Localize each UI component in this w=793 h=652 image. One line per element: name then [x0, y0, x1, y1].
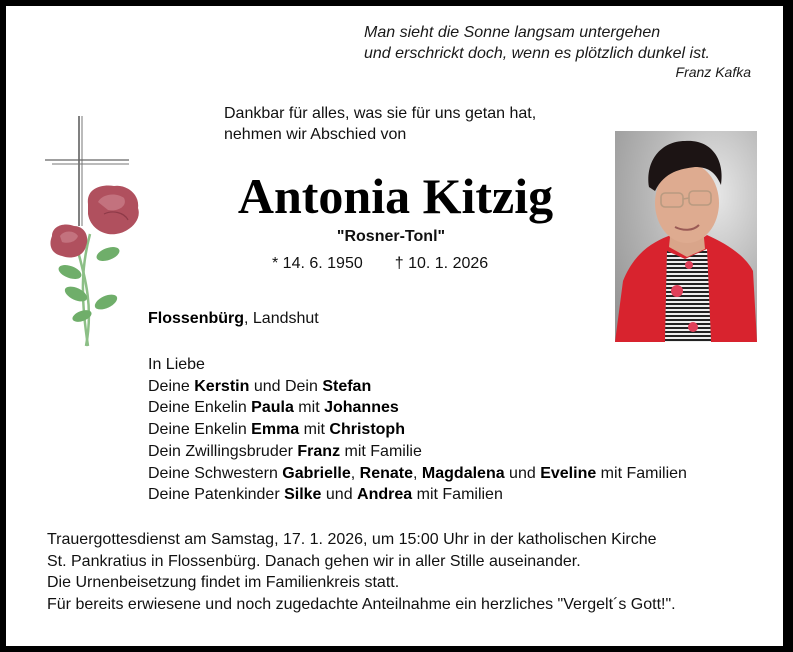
family-text: und: [321, 486, 358, 504]
deceased-nickname: "Rosner-Tonl": [336, 228, 446, 245]
town-name: Flossenbürg: [148, 310, 245, 327]
family-line: [148, 484, 687, 506]
family-member-name: Kerstin: [194, 377, 250, 395]
service-line-4: Für bereits erwiesene und noch zugedachte Anteilnahme ein herzliches "Vergelt´s Gott!".: [47, 595, 676, 613]
obituary-card: [6, 6, 783, 646]
family-line: [148, 463, 687, 485]
family-list: [148, 354, 687, 506]
family-member-name: Magdalena: [421, 464, 505, 482]
place-of-residence: [148, 310, 319, 328]
family-member-name: Silke: [284, 486, 322, 504]
family-line: [148, 419, 687, 441]
family-text: Deine: [148, 377, 195, 395]
family-member-name: Christoph: [329, 421, 405, 439]
family-member-name: Eveline: [540, 464, 597, 482]
family-member-name: Gabrielle: [282, 464, 351, 482]
intro-text: [224, 103, 536, 145]
death-date: † 10. 1. 2026: [394, 255, 489, 272]
family-text: Deine Enkelin: [148, 421, 252, 439]
service-info: [47, 529, 676, 615]
service-line-1: Trauergottesdienst am Samstag, 17. 1. 2026, um 15:00 Uhr in der katholischen Kirche: [47, 531, 657, 548]
intro-line-2: nehmen wir Abschied von: [224, 126, 407, 143]
family-text: ,: [350, 464, 360, 482]
family-text: mit: [293, 399, 325, 417]
quote-line-2: und erschrickt doch, wenn es plötzlich dunkel ist.: [364, 45, 710, 62]
family-opening: In Liebe: [148, 356, 205, 373]
family-lines: [148, 376, 687, 506]
family-member-name: Renate: [359, 464, 414, 482]
family-text: mit: [299, 421, 330, 439]
quote: [364, 22, 710, 64]
deceased-name-text: Antonia Kitzig: [237, 168, 554, 224]
family-line: [148, 376, 687, 398]
family-text: Deine Schwestern: [148, 464, 283, 482]
family-text: Dein Zwillingsbruder: [148, 442, 298, 460]
family-member-name: Paula: [251, 399, 294, 417]
place-rest: , Landshut: [244, 310, 319, 327]
family-text: ,: [413, 464, 422, 482]
quote-author: Franz Kafka: [675, 64, 751, 80]
intro-line-1: Dankbar für alles, was sie für uns getan hat,: [224, 105, 537, 122]
family-text: und Dein: [249, 377, 323, 395]
family-line: [148, 441, 687, 463]
family-member-name: Emma: [251, 421, 300, 439]
quote-line-1: Man sieht die Sonne langsam untergehen: [364, 24, 661, 41]
family-text: und: [504, 464, 541, 482]
family-member-name: Johannes: [324, 399, 399, 417]
birth-date: * 14. 6. 1950: [272, 255, 363, 272]
family-line: [148, 397, 687, 419]
family-text: mit Familien: [412, 486, 503, 504]
family-member-name: Andrea: [357, 486, 413, 504]
service-line-2: St. Pankratius in Flossenbürg. Danach gehen wir in aller Stille auseinander.: [47, 552, 581, 570]
service-line-3: Die Urnenbeisetzung findet im Familienkreis statt.: [47, 574, 400, 591]
family-text: mit Familie: [340, 442, 422, 460]
family-text: mit Familien: [596, 464, 687, 482]
family-text: Deine Enkelin: [148, 399, 252, 417]
family-text: Deine Patenkinder: [148, 486, 285, 504]
life-dates: [272, 255, 488, 273]
family-member-name: Stefan: [322, 377, 372, 395]
family-member-name: Franz: [297, 442, 341, 460]
portrait-photo: [615, 131, 757, 342]
